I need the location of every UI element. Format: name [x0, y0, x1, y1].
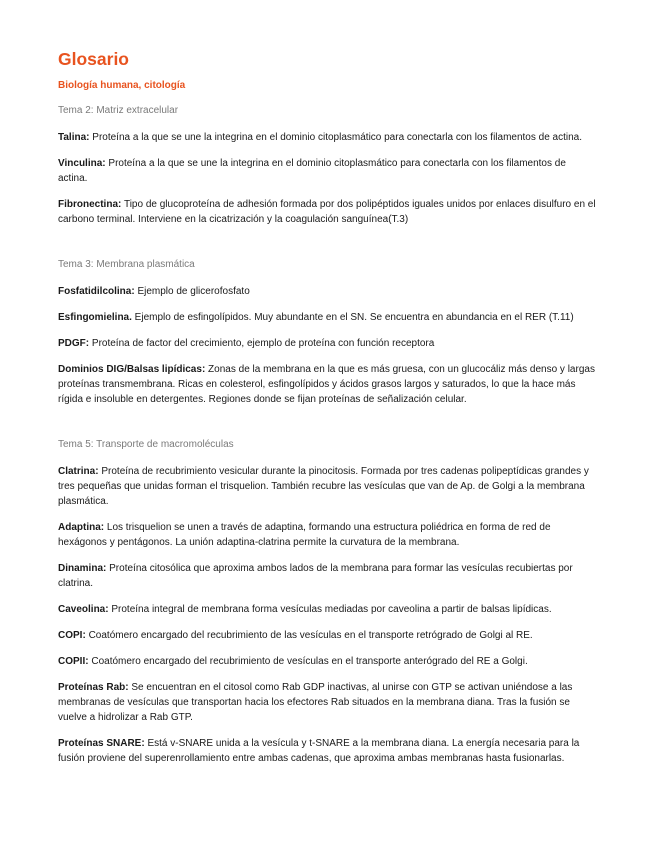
glossary-entry: [58, 628, 598, 643]
glossary-entry: [58, 680, 598, 725]
entry-term: Caveolina: [58, 604, 106, 615]
entry-term: Proteínas Rab: [58, 682, 126, 693]
glossary-entry: [58, 156, 598, 186]
entry-separator: :: [125, 682, 129, 693]
entry-definition: Ejemplo de glicerofosfato: [134, 286, 250, 297]
glossary-entry: [58, 561, 598, 591]
entry-separator: :: [85, 656, 89, 667]
entry-separator: :: [201, 364, 206, 375]
entry-separator: :: [118, 199, 122, 210]
entry-term: Dominios DIG/Balsas lipídicas: [58, 364, 202, 375]
glossary-entry: [58, 197, 598, 227]
entry-term: Talina: [58, 132, 87, 143]
section-heading: Tema 2: Matriz extracelular: [58, 105, 179, 116]
entry-separator: .: [129, 312, 132, 323]
entry-definition: Zonas de la membrana en la que es más gruesa, con un glucocáliz más denso y largas proteínas transmembrana. Ricas en colesterol, esfingolípidos y ácidos grasos largos y saturados, lo que la hace más rígida e insoluble en detergentes. Regiones donde se fijan proteínas de señalización celular.: [58, 364, 595, 405]
entry-term: Dinamina: [58, 563, 104, 574]
entry-separator: :: [141, 738, 145, 749]
glossary-entry: [58, 310, 598, 325]
entry-separator: :: [100, 522, 105, 533]
entry-definition: Proteína a la que se une la integrina en el dominio citoplasmático para conectarla con los filamentos de actina.: [89, 132, 583, 143]
entry-separator: :: [85, 338, 90, 349]
entry-definition: Proteína de factor del crecimiento, ejemplo de proteína con función receptora: [89, 338, 435, 349]
entry-separator: :: [86, 132, 90, 143]
entry-definition: Proteína de recubrimiento vesicular durante la pinocitosis. Formada por tres cadenas polipeptídicas grandes y tres pequeñas que unidas forman el trisquelion. También recubre las vesículas que van de Ap. de Golgi a la membrana plasmática.: [58, 466, 589, 507]
glossary-entry: [58, 520, 598, 550]
entry-separator: :: [103, 563, 107, 574]
entry-term: Proteínas SNARE: [58, 738, 142, 749]
entry-definition: Se encuentran en el citosol como Rab GDP inactivas, al unirse con GTP se activan uniéndose a las membranas de vesículas que transportan hacia los efectores Rab situados en la membrana diana. Tras la fusión se vuelve a hidrolizar a Rab GTP.: [58, 682, 573, 723]
entry-definition: Ejemplo de esfingolípidos. Muy abundante en el SN. Se encuentra en abundancia en el RER (T.11): [131, 312, 574, 323]
glossary-page: [58, 48, 598, 766]
glossary-entry: [58, 464, 598, 509]
entry-term: COPI: [58, 630, 83, 641]
entry-definition: Proteína a la que se une la integrina en el dominio citoplasmático para conectarla con los filamentos de actina.: [58, 158, 566, 184]
entry-separator: :: [95, 466, 99, 477]
entry-term: Fosfatidilcolina: [58, 286, 132, 297]
glossary-entry: [58, 654, 598, 669]
entry-term: Vinculina: [58, 158, 103, 169]
glossary-entry: [58, 130, 598, 145]
entry-definition: Los trisquelion se unen a través de adaptina, formando una estructura poliédrica en forma de red de hexágonos y pentágonos. La unión adaptina-clatrina permite la curvatura de la membrana.: [58, 522, 551, 548]
entry-separator: :: [105, 604, 109, 615]
glossary-entry: [58, 336, 598, 351]
section-heading: Tema 5: Transporte de macromoléculas: [58, 439, 234, 450]
entry-definition: Proteína integral de membrana forma vesículas mediadas por caveolina a partir de balsas lipídicas.: [108, 604, 552, 615]
entry-separator: :: [102, 158, 106, 169]
entry-definition: Tipo de glucoproteína de adhesión formada por dos polipéptidos iguales unidos por enlaces disulfuro en el carbono terminal. Interviene en la cicatrización y la coagulación sanguínea(T.3): [58, 199, 596, 225]
entry-term: Esfingomielina: [58, 312, 130, 323]
entry-separator: :: [82, 630, 86, 641]
section-heading: Tema 3: Membrana plasmática: [58, 259, 195, 270]
entry-term: Adaptina: [58, 522, 101, 533]
glossary-entry: [58, 736, 598, 766]
glossary-entry: [58, 362, 598, 407]
entry-definition: Coatómero encargado del recubrimiento de vesículas en el transporte anterógrado del RE a Golgi.: [88, 656, 528, 667]
entry-term: Clatrina: [58, 466, 96, 477]
entry-term: COPII: [58, 656, 86, 667]
entry-definition: Proteína citosólica que aproxima ambos lados de la membrana para formar las vesículas recubiertas por clatrina.: [58, 563, 573, 589]
entry-separator: :: [131, 286, 135, 297]
entry-term: Fibronectina: [58, 199, 119, 210]
page-title: Glosario: [58, 49, 129, 69]
page-subtitle: Biología humana, citología: [58, 80, 186, 91]
glossary-entry: [58, 284, 598, 299]
glossary-entry: [58, 602, 598, 617]
entry-definition: Está v-SNARE unida a la vesícula y t-SNARE a la membrana diana. La energía necesaria para la fusión proviene del superenrollamiento entre ambas cadenas, que aproxima ambas membranas hasta fusionarlas.: [58, 738, 580, 764]
entry-term: PDGF: [58, 338, 86, 349]
entry-definition: Coatómero encargado del recubrimiento de las vesículas en el transporte retrógrado de Golgi al RE.: [85, 630, 533, 641]
